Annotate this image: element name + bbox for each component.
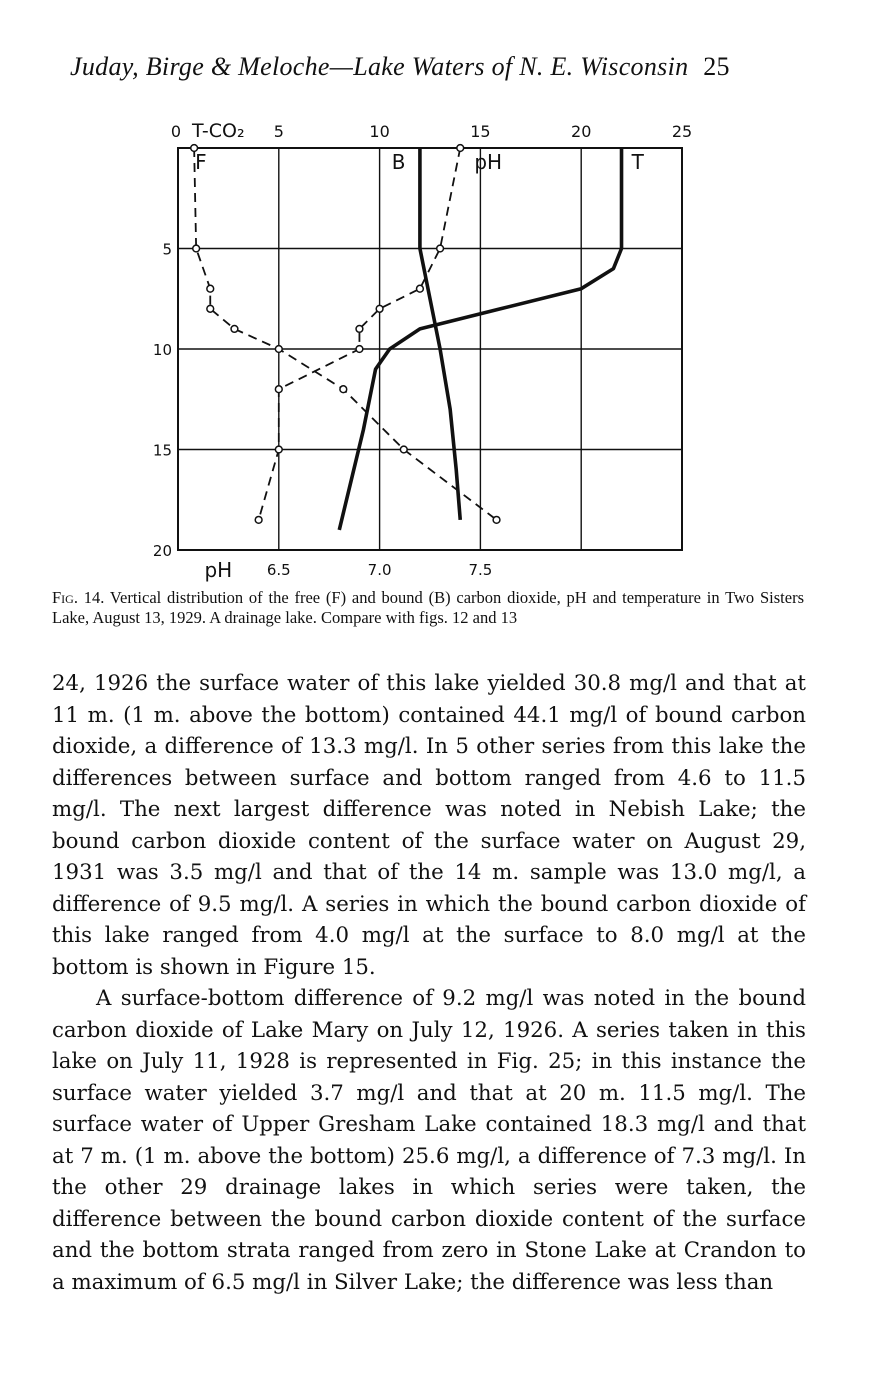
figure-caption [52,588,804,628]
data-point-f [207,305,214,312]
series-label-f: F [195,150,207,174]
data-point-f [275,346,282,353]
data-point-f [493,516,500,523]
data-point-ph [356,346,363,353]
series-line-ph [259,148,461,520]
page-number: 25 [703,52,730,81]
running-title: Juday, Birge & Meloche—Lake Waters of N. E. Wisconsin [70,52,689,81]
data-point-f [193,245,200,252]
data-point-ph [376,305,383,312]
top-tick-label: 5 [273,122,284,141]
top-tick-label: 0 [170,122,182,141]
depth-tick-label: 15 [152,441,172,460]
figure-14 [150,115,710,585]
running-header [70,52,800,82]
paragraph: 24, 1926 the surface water of this lake yielded 30.8 mg/l and that at 11 m. (1 m. above the bottom) contained 44.1 mg/l of bound carbon dioxide, a difference of 13.3 mg/l. In 5 other series from this lake the differences between surface and bottom ranged from 4.6 to 11.5 mg/l. The next largest difference was noted in Nebish Lake; the bound carbon dioxide content of the surface water on August 29, 1931 was 3.5 mg/l and that of the 14 m. sample was 13.0 mg/l, a difference of 9.5 mg/l. A series in which the bound carbon dioxide of this lake ranged from 4.0 mg/l at the surface to 8.0 mg/l at the bottom is shown in Figure 15. [52,671,806,980]
ph-tick-label: 7.0 [367,561,392,579]
caption-label: Fig. 14. [52,588,105,607]
data-point-f [340,386,347,393]
data-point-ph [275,386,282,393]
series-line-f [194,148,496,520]
ph-tick-label: 6.5 [266,561,291,579]
data-point-f [231,326,238,333]
top-axis-label: T-CO₂ [192,120,245,142]
series-label-b: B [391,150,406,174]
data-point-ph [255,516,262,523]
chart-svg [150,115,710,585]
data-point-ph [437,245,444,252]
top-tick-label: 25 [671,122,693,141]
depth-tick-label: 20 [152,542,172,560]
series-label-t: T [631,150,644,174]
ph-tick-label: 7.5 [468,561,493,579]
top-tick-label: 20 [571,122,592,141]
bottom-axis-label: pH [204,558,233,582]
series-line-b [420,148,460,520]
depth-tick-label: 5 [162,240,172,259]
top-tick-label: 15 [470,122,491,141]
data-point-f [207,285,214,292]
body-text [52,668,806,1298]
top-tick-label: 10 [369,122,390,141]
depth-tick-label: 10 [152,341,172,359]
data-point-ph [417,285,424,292]
data-point-ph [356,326,363,333]
data-point-f [400,446,407,453]
caption-text: Vertical distribution of the free (F) and bound (B) carbon dioxide, pH and temperature in Two Sisters Lake, August 13, 1929. A drainage lake. Compare with figs. 12 and 13 [52,588,804,627]
data-point-ph [275,446,282,453]
series-label-ph: pH [474,150,503,174]
data-point-ph [457,145,464,152]
paragraph: A surface-bottom difference of 9.2 mg/l was noted in the bound carbon dioxide of Lake Mary on July 12, 1926. A series taken in this lake on July 11, 1928 is represented in Fig. 25; in this instance the surface water yielded 3.7 mg/l and that at 20 m. 11.5 mg/l. The surface water of Upper Gresham Lake contained 18.3 mg/l and that at 7 m. (1 m. above the bottom) 25.6 mg/l, a difference of 7.3 mg/l. In the other 29 drainage lakes in which series were taken, the difference between the bound carbon dioxide content of the surface and the bottom strata ranged from zero in Stone Lake at Crandon to a maximum of 6.5 mg/l in Silver Lake; the difference was less than [52,986,806,1295]
